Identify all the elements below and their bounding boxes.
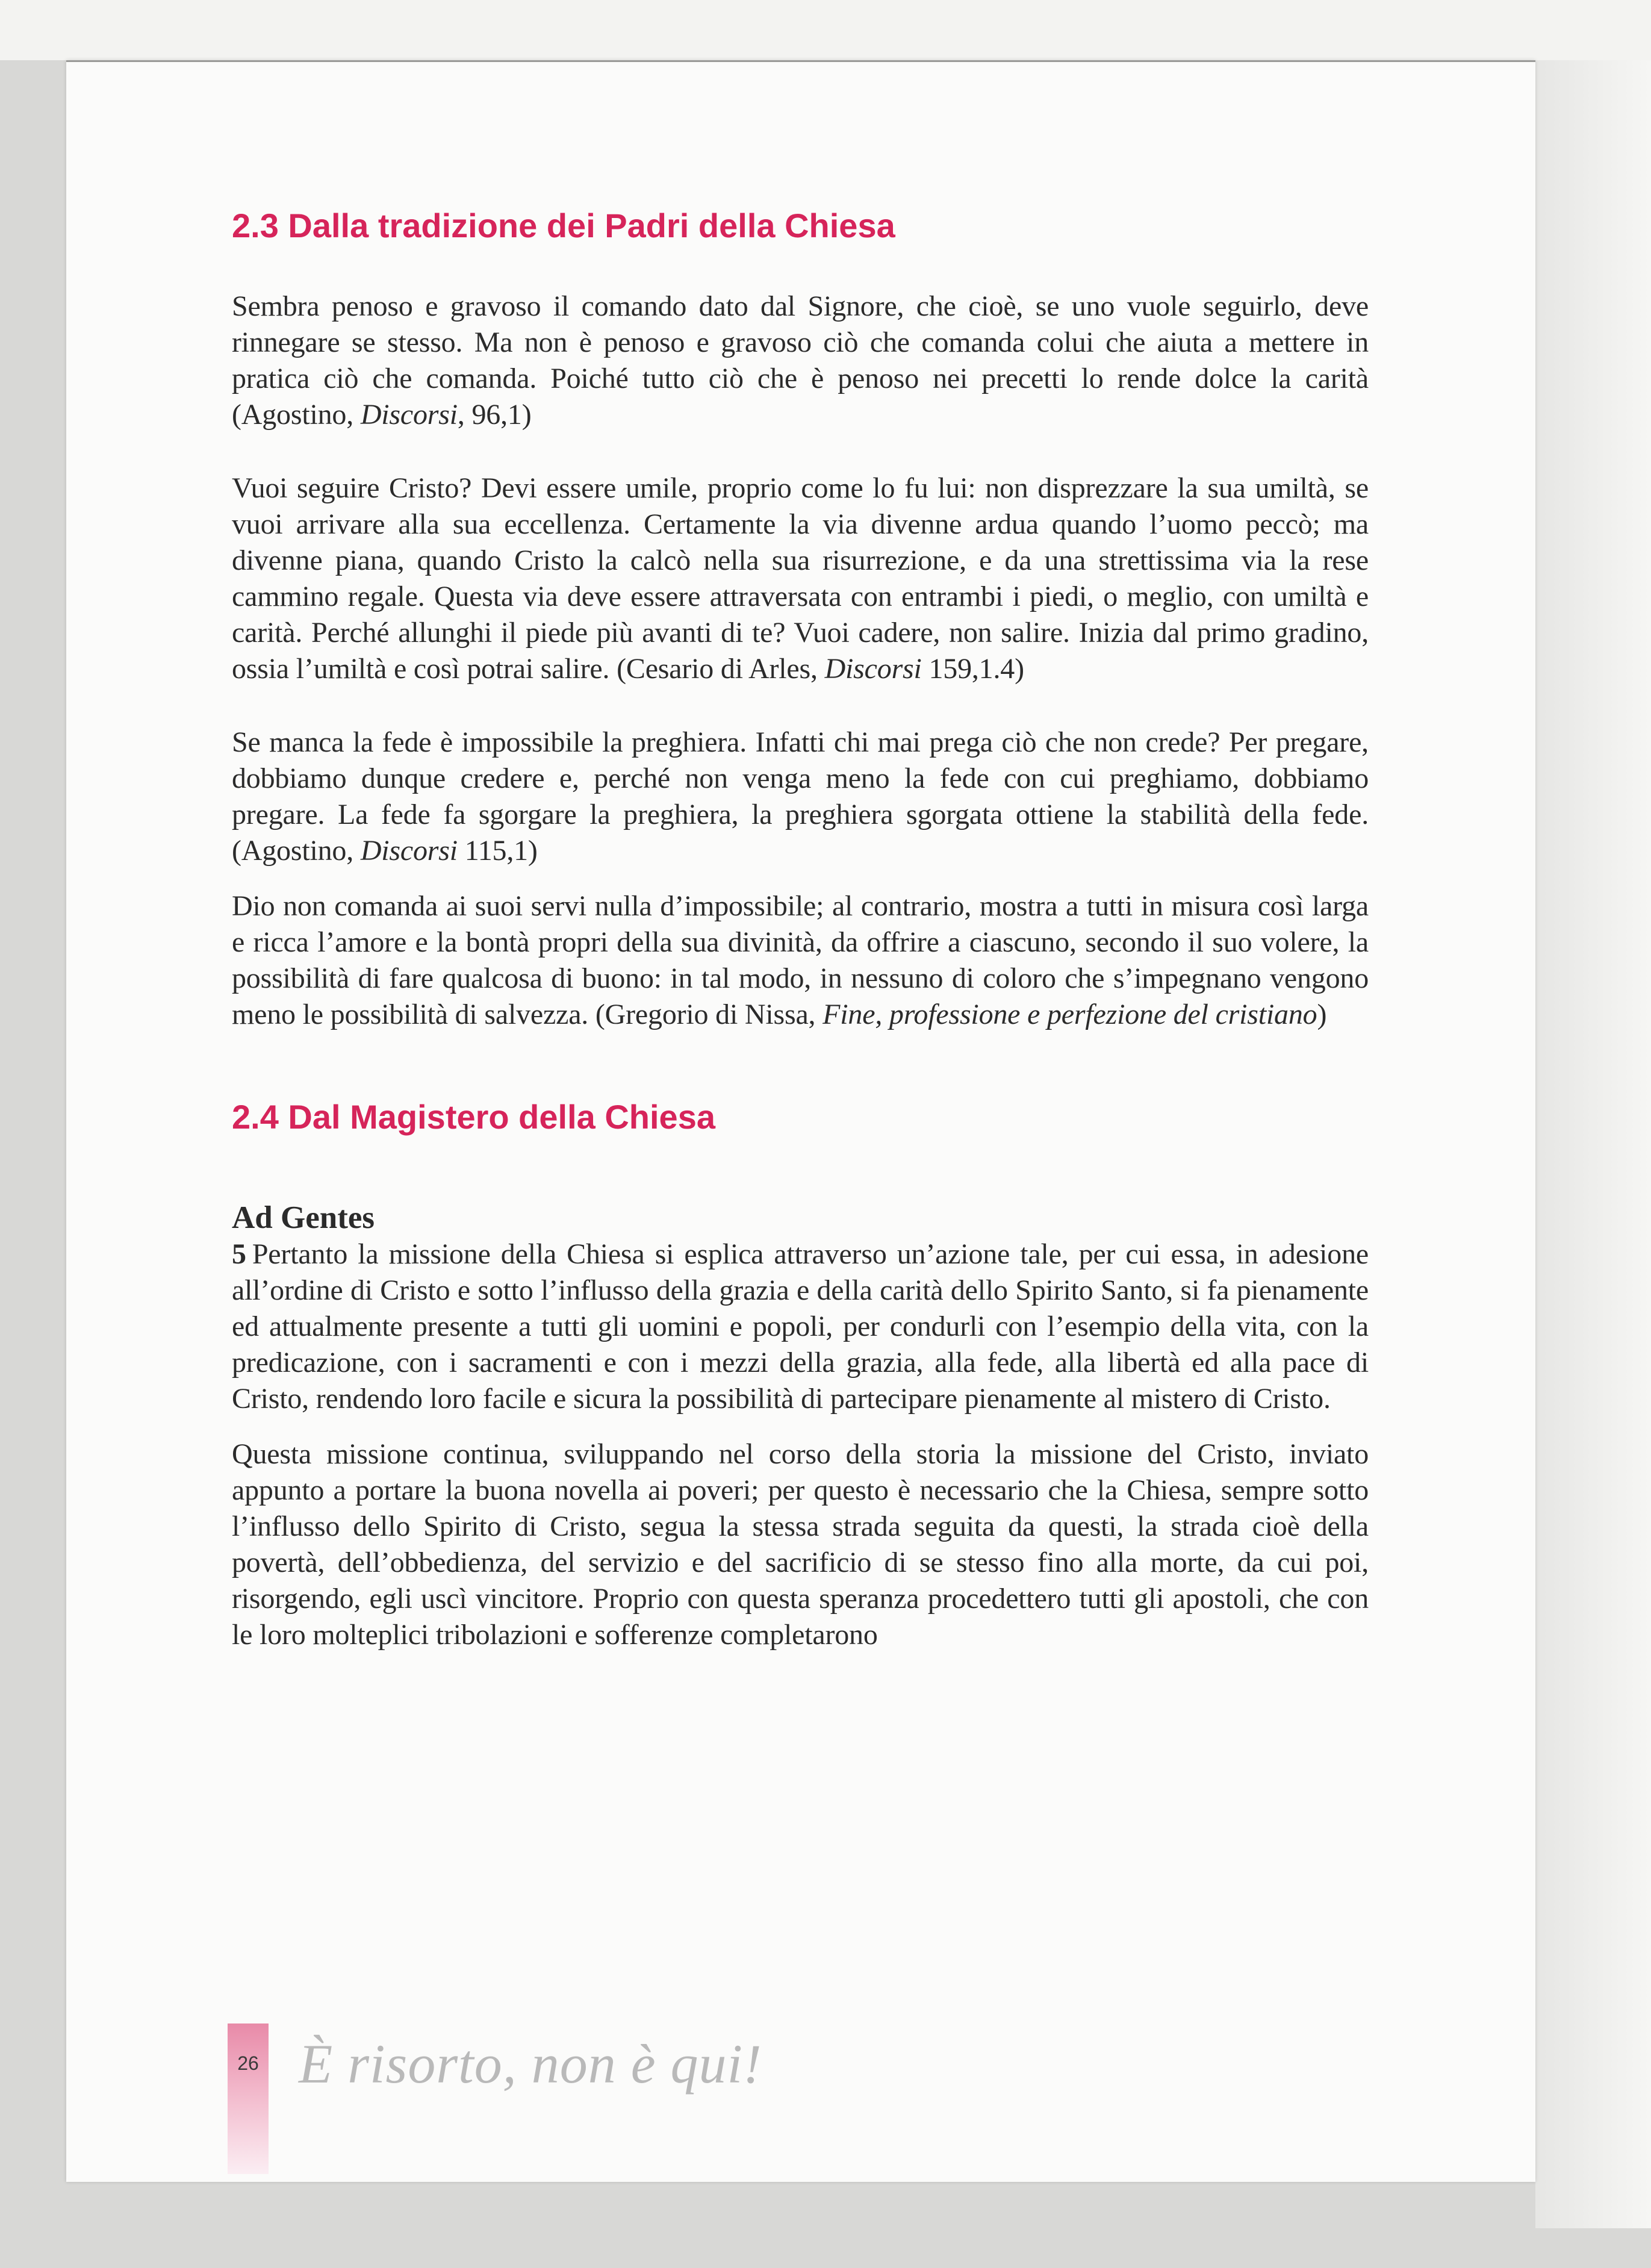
citation-ref: , 96,1) — [457, 399, 532, 431]
paragraph-number: 5 — [232, 1238, 246, 1270]
paragraph-agostino-1 — [232, 288, 1369, 433]
paragraph-text: Pertanto la missione della Chiesa si esplica attraverso un’azione tale, per cui essa, in adesione all’ordine di Cristo e sotto l’influsso della grazia e della carità dello Spirito Santo, si fa pienamente ed attualmente presente a tutti gli uomini e popoli, per condurli con l’esempio della vita, con la predicazione, con i sacramenti e con i mezzi della grazia, alla fede, alla libertà ed alla pace di Cristo, rendendo loro facile e sicura la possibilità di partecipare pienamente al mistero di Cristo. — [232, 1238, 1369, 1415]
section-title-magistero: 2.4 Dal Magistero della Chiesa — [232, 1098, 715, 1136]
footer-running-title: È risorto, non è qui! — [299, 2033, 762, 2095]
subheading-ad-gentes: Ad Gentes — [232, 1200, 375, 1235]
work-title: Discorsi — [360, 399, 458, 431]
citation-ref: 159,1.4) — [921, 653, 1024, 685]
paragraph-cesario — [232, 470, 1369, 687]
work-title: Discorsi — [360, 835, 458, 867]
paragraph-text: Vuoi seguire Cristo? Devi essere umile, proprio come lo fu lui: non disprezzare la sua umiltà, se vuoi arrivare alla sua eccellenza. Certamente la via divenne ardua quando l’uomo peccò; ma divenne piana, quando Cristo la calcò nella sua risurrezione, e da una strettissima via la rese cammino regale. Questa via deve essere attraversata con entrambi i piedi, o meglio, con umiltà e carità. Perché allunghi il piede più avanti di te? Vuoi cadere, non salire. Inizia dal primo gradino, ossia l’umiltà e così potrai salire. (Cesario di Arles, — [232, 472, 1369, 685]
paragraph-text: Questa missione continua, sviluppando nel corso della storia la missione del Cristo, inviato appunto a portare la buona novella ai poveri; per questo è necessario che la Chiesa, sempre sotto l’influsso dello Spirito di Cristo, segua la stessa strada seguita da questi, la strada cioè della povertà, dell’obbedienza, del servizio e del sacrificio di se stesso fino alla morte, da cui poi, risorgendo, egli uscì vincitore. Proprio con questa speranza procedettero tutti gli apostoli, che con le loro molteplici tribolazioni e sofferenze completarono — [232, 1438, 1369, 1651]
scan-background — [0, 0, 1651, 60]
paragraph-missione — [232, 1436, 1369, 1653]
section-title-padri: 2.3 Dalla tradizione dei Padri della Chiesa — [232, 207, 895, 245]
page-content — [232, 202, 1369, 1653]
paragraph-ad-gentes-5 — [232, 1236, 1369, 1417]
work-title: Discorsi — [824, 653, 922, 685]
paragraph-text: Sembra penoso e gravoso il comando dato dal Signore, che cioè, se uno vuole seguirlo, deve rinnegare se stesso. Ma non è penoso e gravoso ciò che comanda colui che aiuta a mettere in pratica ciò che comanda. Poiché tutto ciò che è penoso nei precetti lo rende dolce la carità (Agostino, — [232, 290, 1369, 431]
citation-ref: 115,1) — [457, 835, 538, 867]
page-number: 26 — [237, 2052, 259, 2074]
citation-ref: ) — [1317, 998, 1327, 1030]
paragraph-text: Dio non comanda ai suoi servi nulla d’impossibile; al contrario, mostra a tutti in misura così larga e ricca l’amore e la bontà propri della sua divinità, da offrire a ciascuno, secondo il suo volere, la possibilità di fare qualcosa di buono: in tal modo, in nessuno di coloro che s’impegnano vengono meno le possibilità di salvezza. (Gregorio di Nissa, — [232, 890, 1369, 1030]
paragraph-gregorio — [232, 888, 1369, 1033]
work-title: Fine, professione e perfezione del cristiano — [822, 998, 1317, 1030]
paragraph-text: Se manca la fede è impossibile la preghiera. Infatti chi mai prega ciò che non crede? Per pregare, dobbiamo dunque credere e, perché non venga meno la fede con cui preghiamo, dobbiamo pregare. La fede fa sgorgare la preghiera, la preghiera sgorgata ottiene la stabilità della fede. (Agostino, — [232, 726, 1369, 867]
footer-color-bar — [228, 2023, 269, 2174]
paragraph-agostino-2 — [232, 724, 1369, 869]
facing-page-edge — [1535, 60, 1651, 2228]
